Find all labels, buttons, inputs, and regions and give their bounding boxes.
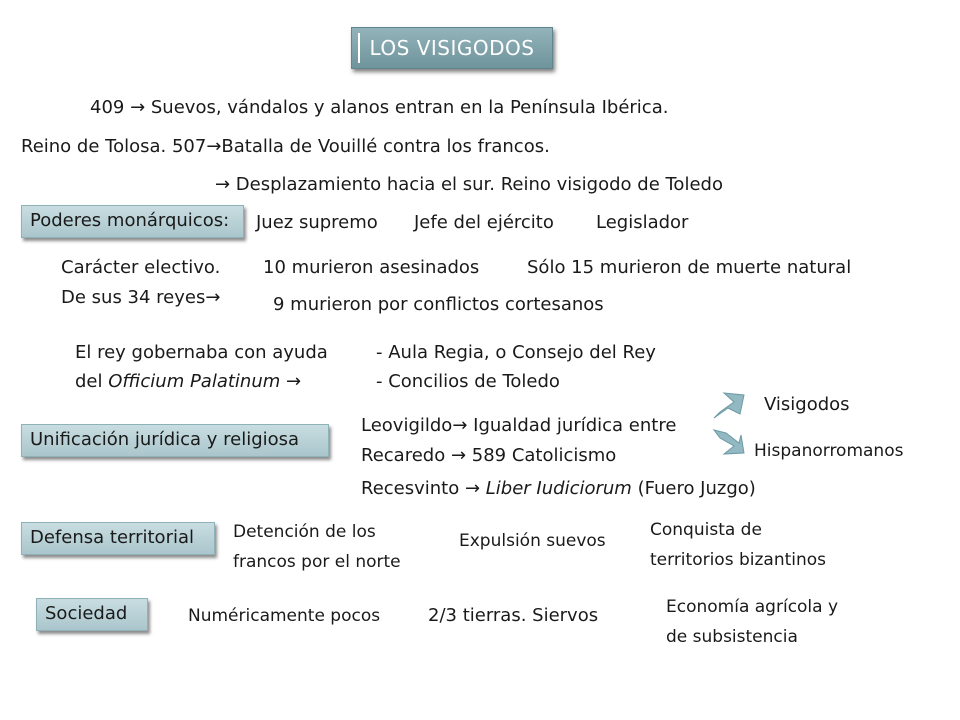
expulsion-suevos: Expulsión suevos xyxy=(459,531,606,551)
conquista-line1: Conquista de xyxy=(650,520,762,540)
arrow-down-right-icon xyxy=(714,430,744,454)
hispanorromanos-label: Hispanorromanos xyxy=(754,441,904,461)
poder-juez: Juez supremo xyxy=(256,212,378,233)
liber-iudiciorum: Liber Iudiciorum xyxy=(485,478,632,499)
conflictos-cortesanos: 9 murieron por conflictos cortesanos xyxy=(273,294,604,315)
leovigildo-text: Igualdad jurídica entre xyxy=(467,415,677,436)
detencion-line1: Detención de los xyxy=(233,522,376,542)
visigodos-label: Visigodos xyxy=(764,394,850,415)
recaredo: Recaredo → 589 Catolicismo xyxy=(361,445,617,466)
sus-34-reyes-text: De sus 34 reyes xyxy=(61,287,206,308)
page-title: LOS VISIGODOS xyxy=(369,36,535,60)
aula-regia: - Aula Regia, o Consejo del Rey xyxy=(376,342,656,363)
sociedad-label: Sociedad xyxy=(45,603,128,624)
tolosa-text: Reino de Tolosa. 507 xyxy=(21,136,207,157)
recesvinto-name: Recesvinto → xyxy=(361,478,486,499)
gobierno-del: del xyxy=(75,371,109,392)
arrow-right-icon: → xyxy=(206,136,222,157)
leovigildo-name: Leovigildo xyxy=(361,415,453,436)
detencion-line2: francos por el norte xyxy=(233,552,401,572)
poderes-label: Poderes monárquicos: xyxy=(30,210,230,231)
arrow-up-right-icon xyxy=(714,393,744,418)
sociedad-box xyxy=(36,598,148,631)
tierras-siervos: 2/3 tierras. Siervos xyxy=(428,605,599,626)
defensa-label: Defensa territorial xyxy=(30,527,195,548)
caracter-electivo: Carácter electivo. xyxy=(61,257,221,278)
poder-jefe: Jefe del ejército xyxy=(414,212,554,233)
arrow-right-icon: → xyxy=(452,415,468,436)
fuero-juzgo: (Fuero Juzgo) xyxy=(631,478,756,499)
defensa-box xyxy=(21,522,215,555)
asesinados: 10 murieron asesinados xyxy=(263,257,480,278)
numericamente-pocos: Numéricamente pocos xyxy=(188,606,381,626)
defensa-item-3 xyxy=(650,515,826,575)
intro-line-409: 409 → Suevos, vándalos y alanos entran en la Península Ibérica. xyxy=(90,97,669,118)
conquista-line2: territorios bizantinos xyxy=(650,550,827,570)
arrow-right-icon: → xyxy=(205,287,221,308)
gobierno-arrow: → xyxy=(280,371,302,392)
defensa-item-1 xyxy=(233,517,401,577)
unificacion-label: Unificación jurídica y religiosa xyxy=(30,429,300,450)
intro-line-toledo: → Desplazamiento hacia el sur. Reino visigodo de Toledo xyxy=(215,174,723,195)
economia-line2: de subsistencia xyxy=(666,627,798,647)
vouille-text: Batalla de Vouillé contra los francos. xyxy=(221,136,550,157)
officium-palatinum: Officium Palatinum xyxy=(108,371,281,392)
concilios-toledo: - Concilios de Toledo xyxy=(376,371,560,392)
gobierno-line1: El rey gobernaba con ayuda xyxy=(75,342,328,363)
poder-legislador: Legislador xyxy=(596,212,689,233)
sociedad-item-3 xyxy=(666,592,838,652)
economia-line1: Economía agrícola y xyxy=(666,597,839,617)
muerte-natural: Sólo 15 murieron de muerte natural xyxy=(527,257,852,278)
